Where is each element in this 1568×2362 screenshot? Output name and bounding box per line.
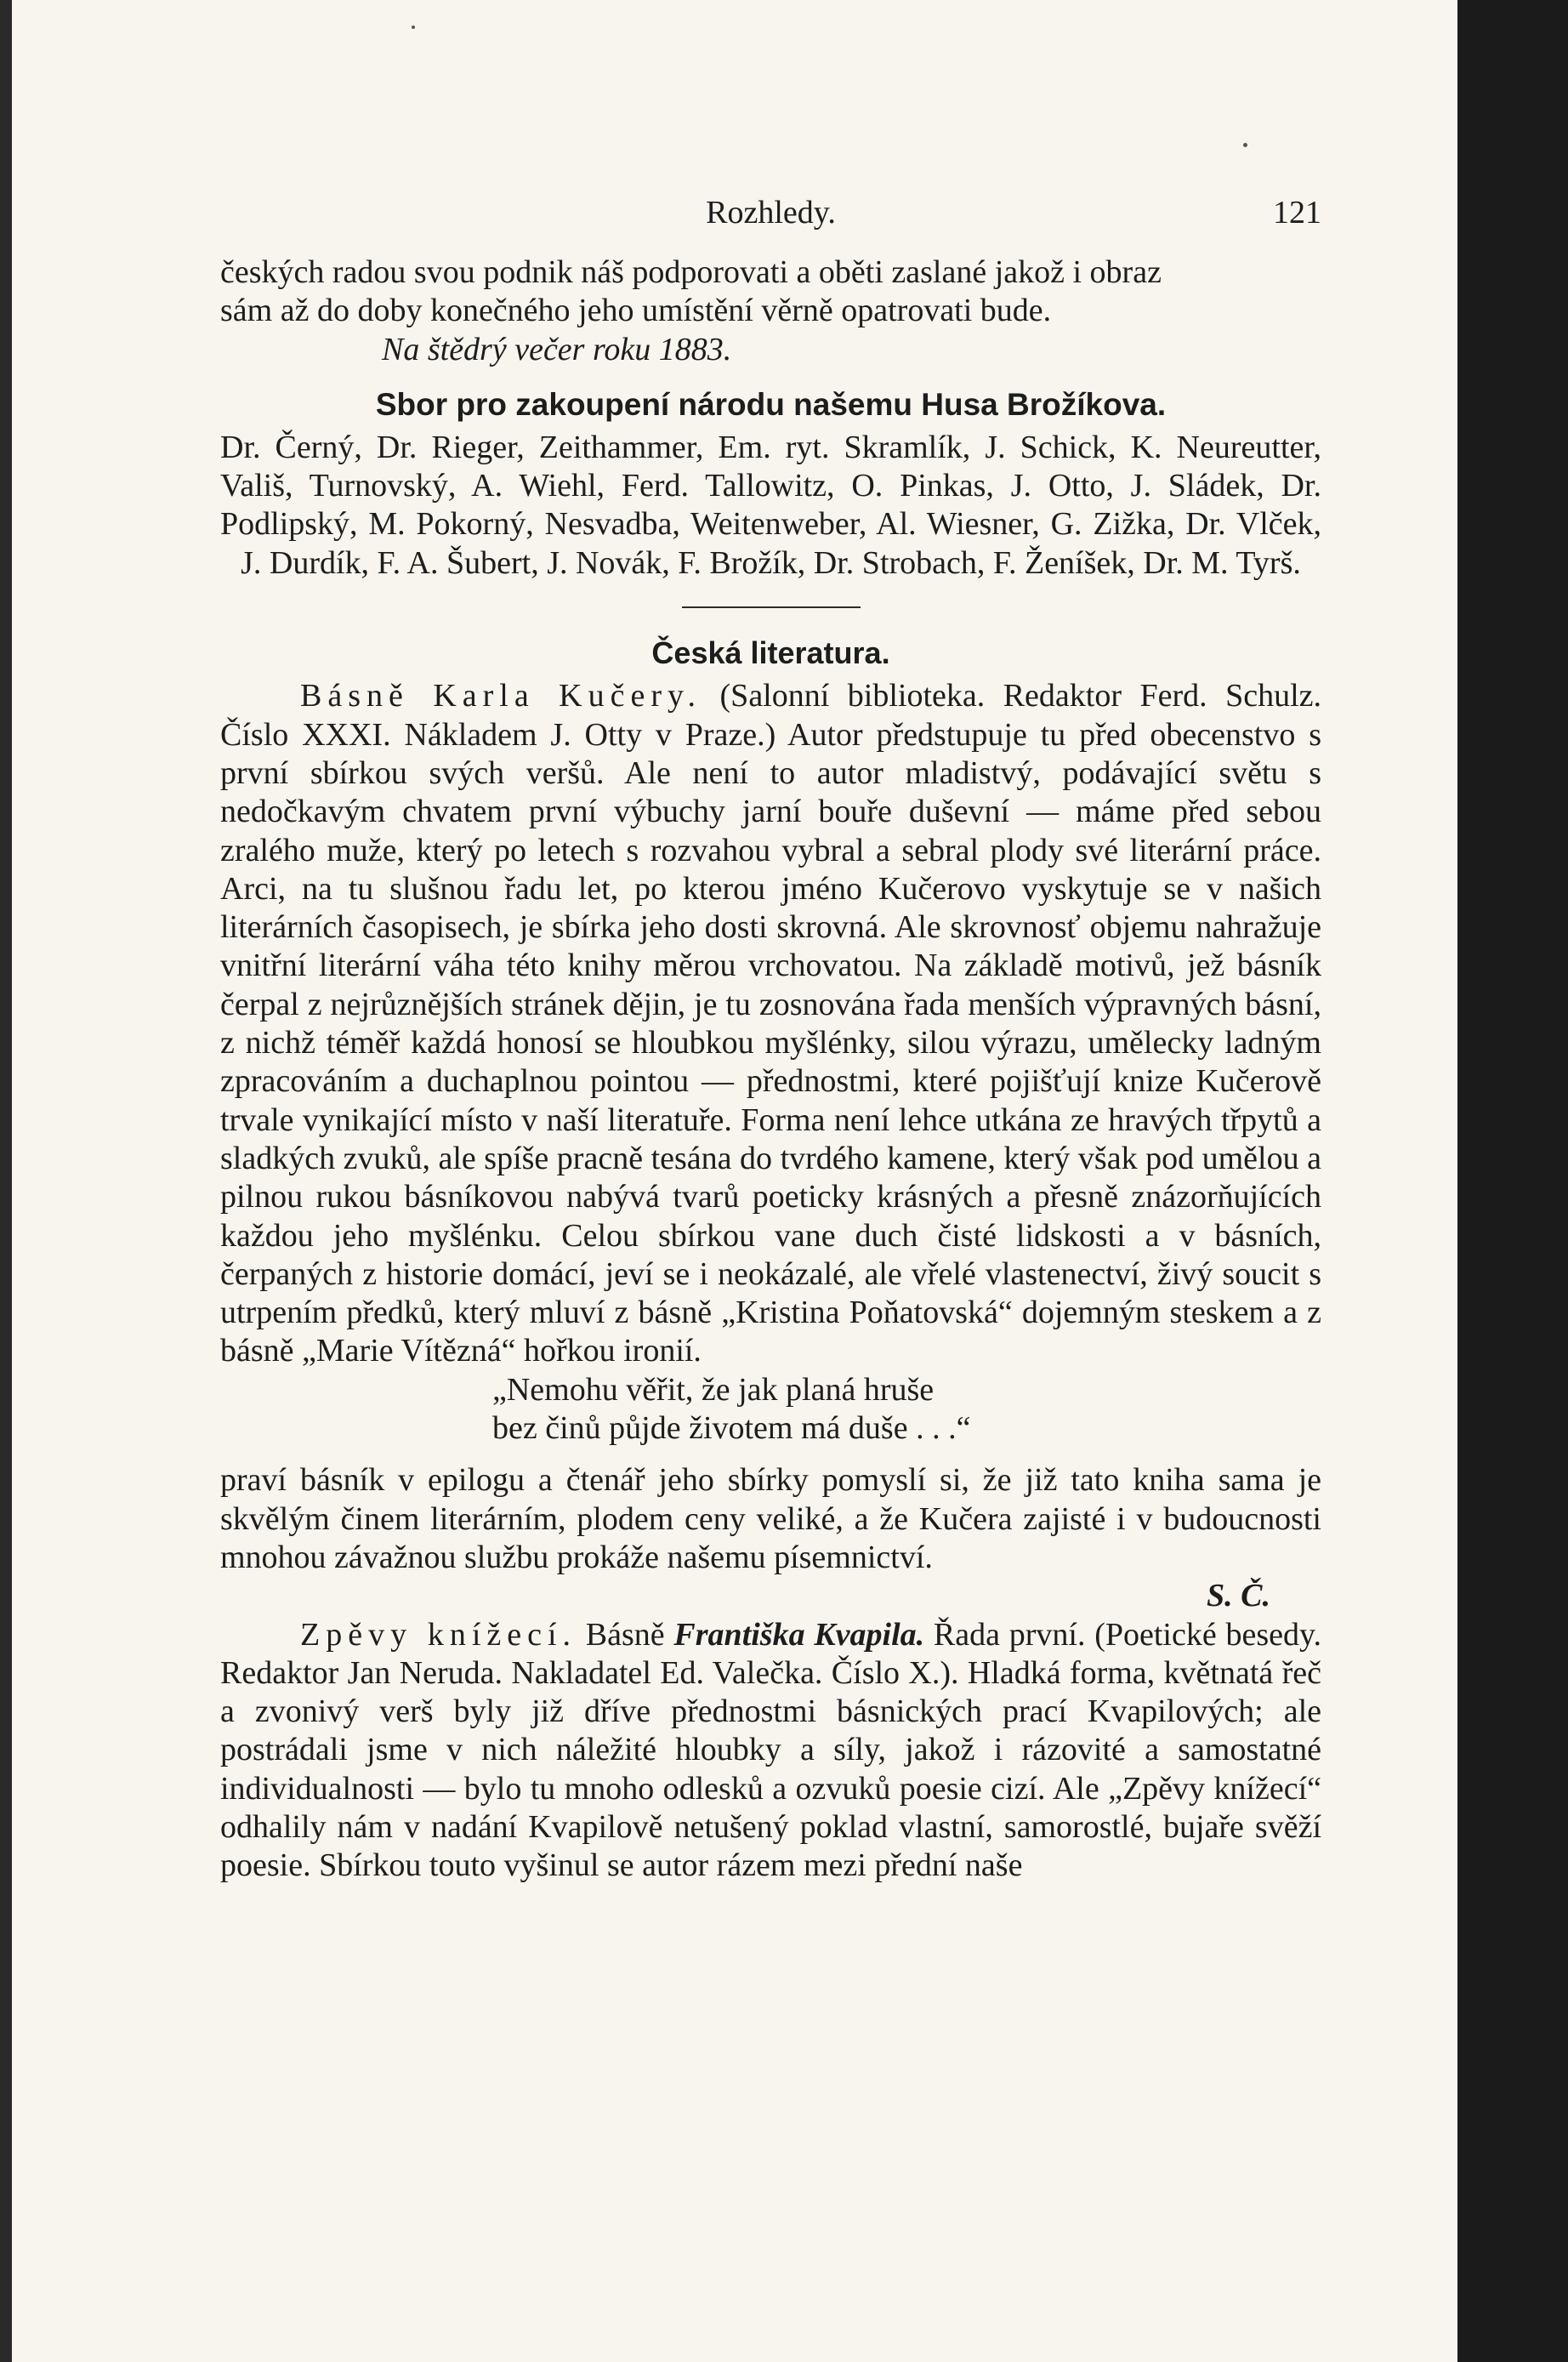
page-header — [220, 194, 1321, 245]
page-number: 121 — [1273, 195, 1321, 231]
review-kucera-conclusion — [220, 1461, 1321, 1577]
verse-line-2: bez činů půjde životem má duše . . .“ — [492, 1410, 971, 1447]
review-kvapil-author: Františka Kvapila. — [673, 1616, 925, 1653]
literature-heading: Česká literatura. — [651, 635, 890, 671]
intro-line-1: českých radou svou podnik náš podporovati a oběti zaslané jakož i obraz — [220, 254, 1162, 290]
section-divider — [682, 606, 861, 608]
review-kucera-conclusion-text: praví básník v epilogu a čtenář jeho sbírky pomyslí si, že již tato kniha sama je skvělým činem literárním, plodem ceny veliké, a že Kučera zajisté i v budoucnosti mnohou závažnou službu prokáže našemu písemnictví. — [220, 1462, 1321, 1575]
committee-heading: Sbor pro zakoupení národu našemu Husa Brožíkova. — [375, 386, 1167, 422]
intro-line-2: sám až do doby konečného jeho umístění věrně opatrovati bude. — [220, 293, 1052, 329]
review-signature: S. Č. — [1207, 1578, 1270, 1614]
verse-quote — [492, 1371, 1321, 1449]
review-kvapil — [220, 1616, 1321, 1886]
review-kucera — [220, 677, 1321, 1370]
date-line: Na štědrý večer roku 1883. — [382, 331, 732, 367]
review-kucera-title: Básně Karla Kučery. — [300, 678, 702, 714]
scan-speck — [1243, 143, 1247, 147]
review-kvapil-lead: Básně — [585, 1616, 665, 1653]
verse-line-1: „Nemohu věřit, že jak planá hruše — [492, 1371, 935, 1408]
review-kucera-text: (Salonní biblioteka. Redaktor Ferd. Schulz. Číslo XXXI. Nákladem J. Otty v Praze.) Autor předstupuje tu před obecenstvo s první sbírkou svých veršů. Ale není to autor mladistvý, podávající světu s nedočkavým chvatem první výbuchy jarní bouře duševní — máme před sebou zralého muže, který po letech s rozvahou vybral a sebral plody své literární práce. Arci, na tu slušnou řadu let, po kterou jméno Kučerovo vyskytuje se v našich literárních časopisech, je sbírka jeho dosti skrovná. Ale skrovnosť objemu nahražuje vnitřní literární váha této knihy měrou vrchovatou. Na základě motivů, jež básník čerpal z nejrůznějších stránek dějin, je tu zosnována řada menších výpravných básní, z nichž téměř každá honosí se hloubkou myšlénky, silou výrazu, umělecky ladným zpracováním a duchaplnou pointou — přednostmi, které pojišťují knize Kučerově trvale vynikající místo v naší literatuře. Forma není lehce utkána ze hravých třpytů a sladkých zvuků, ale spíše pracně tesána do tvrdého kamene, který však pod umělou a pilnou rukou básníkovou nabývá tvarů poeticky krásných a přesně znázorňujících každou jeho myšlénku. Celou sbírkou vane duch čisté lidskosti a v básních, čerpaných z historie domácí, jeví se i neokázalé, ale vřelé vlastenectví, živý soucit s utrpením předků, který mluví z básně „Kristina Poňatovská“ dojemným steskem a z básně „Marie Vítězná“ hořkou ironií. — [220, 678, 1321, 1369]
review-kvapil-title: Zpěvy knížecí. — [300, 1616, 577, 1653]
page-content — [220, 194, 1321, 1886]
running-head: Rozhledy. — [706, 195, 836, 231]
book-page — [12, 0, 1457, 2362]
committee-names: Dr. Černý, Dr. Rieger, Zeithammer, Em. ryt. Skramlík, J. Schick, K. Neureutter, Vališ, Turnovský, A. Wiehl, Ferd. Tallowitz, O. Pinkas, J. Otto, J. Sládek, Dr. Podlipský, M. Pokorný, Nesvadba, Weitenweber, Al. Wiesner, G. Zižka, Dr. Vlček, J. Durdík, F. A. Šubert, J. Novák, F. Brožík, Dr. Strobach, F. Ženíšek, Dr. M. Tyrš. — [220, 429, 1321, 581]
signature-line — [220, 1577, 1321, 1615]
review-kucera-body — [220, 677, 1321, 1370]
review-kvapil-body — [220, 1616, 1321, 1886]
scan-left-edge — [0, 0, 12, 2362]
scan-speck — [412, 26, 415, 29]
review-kvapil-text: Řada první. (Poetické besedy. Redaktor Jan Neruda. Nakladatel Ed. Valečka. Číslo X.). Hladká forma, květnatá řeč a zvonivý verš byly již dříve přednostmi básnických prací Kvapilových; ale postrádali jsme v nich náležité hloubky a síly, jakož i rázovité a samostatné individualnosti — bylo tu mnoho odlesků a ozvuků poesie cizí. Ale „Zpěvy knížecí“ odhalily nám v nadání Kvapilově netušený poklad vlastní, samorostlé, bujaře svěží poesie. Sbírkou touto vyšinul se autor rázem mezi přední naše — [220, 1616, 1322, 1884]
